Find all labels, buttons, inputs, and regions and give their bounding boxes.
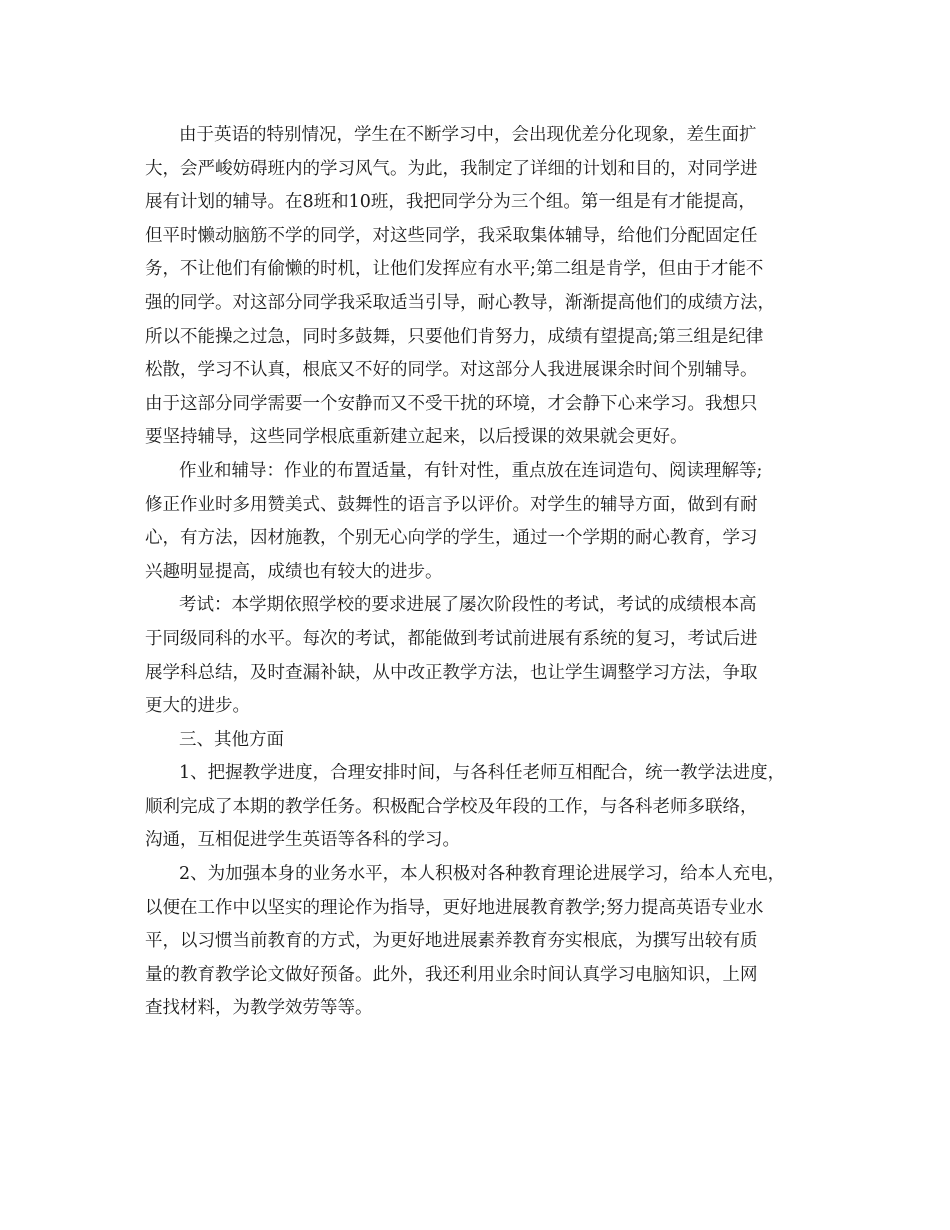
paragraph-item-2: [145, 858, 817, 1026]
text-line: 平，以习惯当前教育的方式，为更好地进展素养教育夯实根底，为撰写出较有质: [145, 931, 758, 952]
paragraph-item-1: [145, 757, 817, 858]
text-line: 查找材料，为教学效劳等等。: [145, 998, 373, 1019]
paragraph-english-differentiation: [145, 119, 817, 455]
text-line: 更大的进步。: [145, 696, 250, 717]
text-line: 1、把握教学进度，合理安排时间，与各科任老师互相配合，统一教学法进度，: [179, 763, 786, 784]
text-line: 大，会严峻妨碍班内的学习风气。为此，我制定了详细的计划和目的，对同学进: [145, 158, 758, 179]
text-line: 顺利完成了本期的教学任务。积极配合学校及年段的工作，与各科老师多联络，: [145, 796, 758, 817]
text-line: 考试：本学期依照学校的要求进展了屡次阶段性的考试，考试的成绩根本高: [179, 595, 757, 616]
text-line: 所以不能操之过急，同时多鼓舞，只要他们肯努力，成绩有望提高;第三组是纪律: [145, 326, 764, 347]
text-line: 三、其他方面: [179, 729, 284, 750]
text-line: 于同级同科的水平。每次的考试，都能做到考试前进展有系统的复习，考试后进: [145, 628, 758, 649]
paragraph-section-three-heading: [145, 724, 817, 758]
text-line: 展有计划的辅导。在8班和10班，我把同学分为三个组。第一组是有才能提高，: [145, 192, 756, 213]
text-line: 松散，学习不认真，根底又不好的同学。对这部分人我进展课余时间个别辅导。: [145, 360, 758, 381]
text-line: 强的同学。对这部分同学我采取适当引导，耐心教导，渐渐提高他们的成绩方法，: [145, 292, 775, 313]
text-line: 要坚持辅导，这些同学根底重新建立起来，以后授课的效果就会更好。: [145, 427, 688, 448]
text-line: 2、为加强本身的业务水平，本人积极对各种教育理论进展学习，给本人充电，: [179, 864, 786, 885]
paragraph-homework-tutoring: [145, 455, 817, 589]
document-body: [145, 119, 817, 1026]
text-line: 作业和辅导：作业的布置适量，有针对性，重点放在连词造句、阅读理解等;: [179, 460, 763, 481]
text-line: 兴趣明显提高，成绩也有较大的进步。: [145, 561, 443, 582]
text-line: 心，有方法，因材施教，个别无心向学的学生，通过一个学期的耐心教育，学习: [145, 528, 758, 549]
text-line: 以便在工作中以坚实的理论作为指导，更好地进展教育教学;努力提高英语专业水: [145, 897, 764, 918]
text-line: 沟通，互相促进学生英语等各科的学习。: [145, 830, 460, 851]
text-line: 务，不让他们有偷懒的时机，让他们发挥应有水平;第二组是肯学，但由于才能不: [145, 259, 764, 280]
paragraph-exams: [145, 589, 817, 723]
text-line: 由于英语的特别情况，学生在不断学习中，会出现优差分化现象，差生面扩: [179, 125, 757, 145]
text-line: 由于这部分同学需要一个安静而又不受干扰的环境，才会静下心来学习。我想只: [145, 393, 758, 414]
text-line: 但平时懒动脑筋不学的同学，对这些同学，我采取集体辅导，给他们分配固定任: [145, 225, 758, 246]
text-line: 展学科总结，及时查漏补缺，从中改正教学方法，也让学生调整学习方法，争取: [145, 662, 758, 683]
text-line: 修正作业时多用赞美式、鼓舞性的语言予以评价。对学生的辅导方面，做到有耐: [145, 494, 758, 515]
text-line: 量的教育教学论文做好预备。此外，我还利用业余时间认真学习电脑知识，上网: [145, 964, 758, 985]
